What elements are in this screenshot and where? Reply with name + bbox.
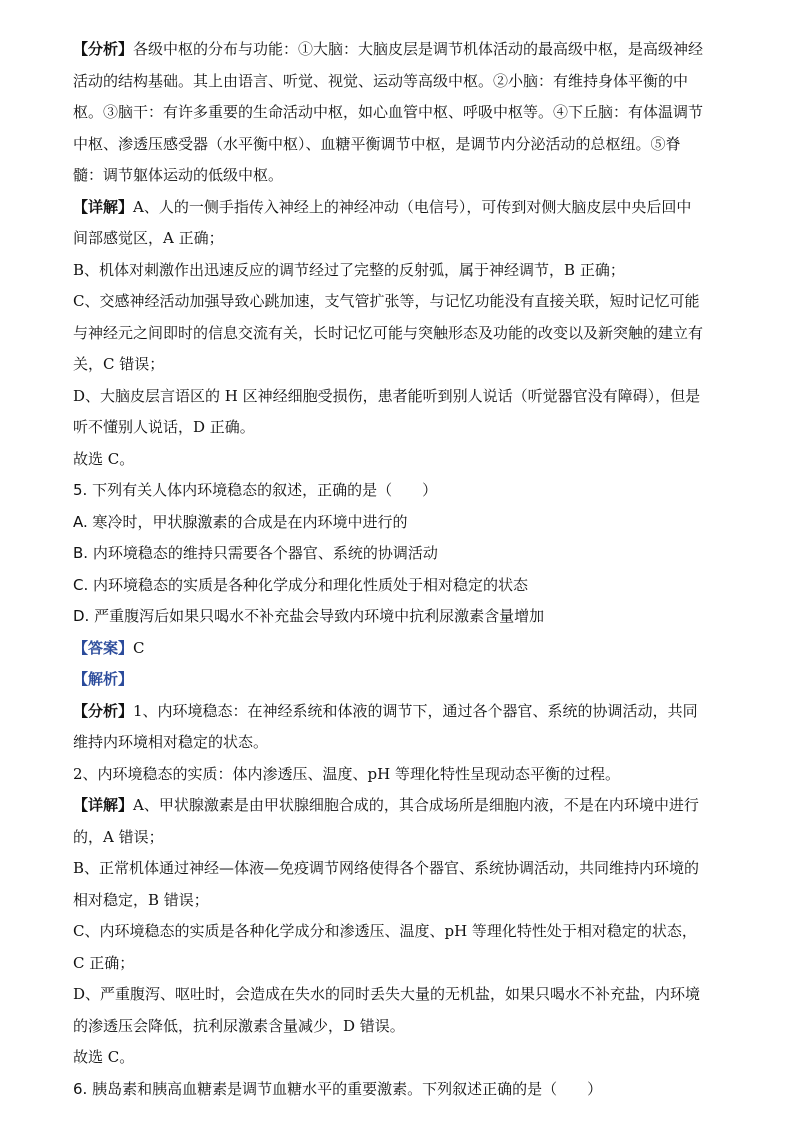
detail-paragraph-2d (73, 979, 704, 1042)
detail-text-a: A、人的一侧手指传入神经上的神经冲动（电信号），可传到对侧大脑皮层中央后回中间部感觉区，A 正确； (73, 197, 692, 247)
analysis-tag-2: 【分析】 (73, 701, 134, 720)
detail-text-2d: D、严重腹泻、呕吐时，会造成在失水的同时丢失大量的无机盐，如果只喝水不补充盐，内环境的渗透压会降低，抗利尿激素含量减少，D 错误。 (73, 985, 701, 1035)
detail-text-b: B、机体对刺激作出迅速反应的调节经过了完整的反射弧，属于神经调节，B 正确； (73, 260, 625, 279)
analysis-text: 各级中枢的分布与功能：①大脑：大脑皮层是调节机体活动的最高级中枢，是高级神经活动的结构基础。其上由语言、听觉、视觉、运动等高级中枢。②小脑：有维持身体平衡的中枢。③脑干：有许多重要的生命活动中枢，如心血管中枢、呼吸中枢等。④下丘脑：有体温调节中枢、渗透压感受器（水平衡中枢）、血糖平衡调节中枢，是调节内分泌活动的总枢纽。⑤脊髓：调节躯体运动的低级中枢。 (73, 40, 704, 184)
question-5-stem (73, 475, 704, 507)
detail-text-2b: B、正常机体通过神经—体液—免疫调节网络使得各个器官、系统协调活动，共同维持内环境的相对稳定，B 错误； (73, 859, 700, 909)
analysis-text-3: 2、内环境稳态的实质：体内渗透压、温度、pH 等理化特性呈现动态平衡的过程。 (73, 764, 620, 783)
question-5-option-c (73, 570, 704, 602)
detail-text-2c: C、内环境稳态的实质是各种化学成分和渗透压、温度、pH 等理化特性处于相对稳定的状态，C 正确； (73, 922, 697, 972)
question-5-option-a (73, 507, 704, 539)
explanation-tag: 【解析】 (73, 670, 134, 688)
detail-paragraph-2a (73, 790, 704, 853)
detail-paragraph-d (73, 381, 704, 444)
question-6-text: 6. 胰岛素和胰高血糖素是调节血糖水平的重要激素。下列叙述正确的是（ ） (73, 1079, 603, 1098)
detail-paragraph-2b (73, 853, 704, 916)
question-5-text: 5. 下列有关人体内环境稳态的叙述，正确的是（ ） (73, 481, 438, 499)
answer-tag: 【答案】 (73, 638, 134, 657)
question-5-option-b (73, 538, 704, 570)
explanation-heading (73, 664, 704, 696)
answer-line (73, 633, 704, 665)
question-5-option-d (73, 601, 704, 633)
detail-text-d: D、大脑皮层言语区的 H 区神经细胞受损伤，患者能听到别人说话（听觉器官没有障碍），但是听不懂别人说话，D 正确。 (73, 386, 701, 436)
detail-text-2a: A、甲状腺激素是由甲状腺细胞合成的，其合成场所是细胞内液，不是在内环境中进行的，A 错误； (73, 796, 699, 846)
conclusion-text: 故选 C。 (73, 449, 135, 468)
option-b-text: B. 内环境稳态的维持只需要各个器官、系统的协调活动 (73, 544, 438, 562)
analysis-paragraph-3 (73, 759, 704, 791)
detail-paragraph-a (73, 192, 704, 255)
question-6-stem (73, 1074, 704, 1106)
detail-paragraph-c (73, 286, 704, 381)
analysis-paragraph-1 (73, 34, 704, 192)
detail-paragraph-b (73, 255, 704, 287)
detail-text-c: C、交感神经活动加强导致心跳加速，支气管扩张等，与记忆功能没有直接关联，短时记忆可能与神经元之间即时的信息交流有关，长时记忆可能与突触形态及功能的改变以及新突触的建立有关，C 错误； (73, 292, 704, 373)
option-d-text: D. 严重腹泻后如果只喝水不补充盐会导致内环境中抗利尿激素含量增加 (73, 607, 545, 625)
detail-tag-2: 【详解】 (73, 796, 134, 814)
detail-tag: 【详解】 (73, 197, 134, 216)
analysis-tag: 【分析】 (73, 40, 134, 58)
conclusion-text-2: 故选 C。 (73, 1048, 135, 1066)
option-c-text: C. 内环境稳态的实质是各种化学成分和理化性质处于相对稳定的状态 (73, 575, 529, 594)
detail-paragraph-2c (73, 916, 704, 979)
conclusion-line (73, 444, 704, 476)
analysis-paragraph-2 (73, 696, 704, 759)
answer-value: C (133, 638, 145, 657)
option-a-text: A. 寒冷时，甲状腺激素的合成是在内环境中进行的 (73, 512, 408, 531)
conclusion-line-2 (73, 1042, 704, 1074)
analysis-text-2: 1、内环境稳态：在神经系统和体液的调节下，通过各个器官、系统的协调活动，共同维持内环境相对稳定的状态。 (73, 701, 698, 751)
